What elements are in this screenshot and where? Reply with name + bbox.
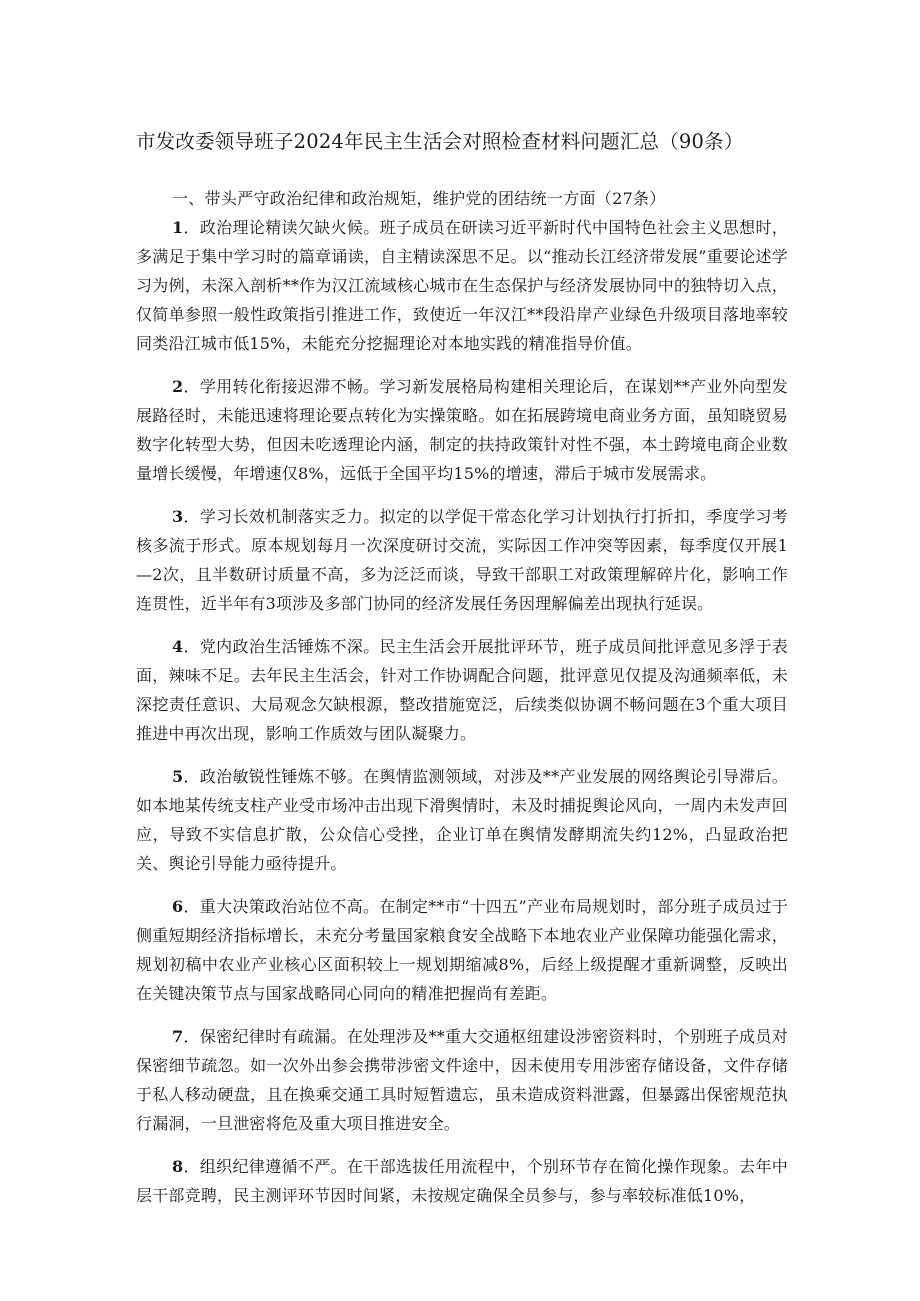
paragraph-item-7 [136, 1022, 788, 1138]
item-text: ．党内政治生活锤炼不深。民主生活会开展批评环节，班子成员间批评意见多浮于表面，辣味不足。去年民主生活会，针对工作协调配合问题，批评意见仅提及沟通频率低，未深挖责任意识、大局观念欠缺根源，整改措施宽泛，后续类似协调不畅问题在3个重大项目推进中再次出现，影响工作质效与团队凝聚力。 [136, 637, 788, 743]
paragraph-item-8 [136, 1152, 788, 1210]
item-text: ．学习长效机制落实乏力。拟定的以学促干常态化学习计划执行打折扣，季度学习考核多流于形式。原本规划每月一次深度研讨交流，实际因工作冲突等因素，每季度仅开展1—2次，且半数研讨质量不高，多为泛泛而谈，导致干部职工对政策理解碎片化，影响工作连贯性，近半年有3项涉及多部门协同的经济发展任务因理解偏差出现执行延误。 [136, 507, 788, 613]
paragraph-item-2 [136, 372, 788, 488]
paragraph-item-5 [136, 762, 788, 878]
paragraph-item-4 [136, 632, 788, 748]
item-number: 8 [172, 1157, 184, 1176]
item-text: ．政治理论精读欠缺火候。班子成员在研读习近平新时代中国特色社会主义思想时，多满足于集中学习时的篇章诵读，自主精读深思不足。以“推动长江经济带发展”重要论述学习为例，未深入剖析**作为汉江流域核心城市在生态保护与经济发展协同中的独特切入点，仅简单参照一般性政策指引推进工作，致使近一年汉江**段沿岸产业绿色升级项目落地率较同类沿江城市低15%，未能充分挖掘理论对本地实践的精准指导价值。 [136, 218, 788, 353]
item-text: ．重大决策政治站位不高。在制定**市“十四五”产业布局规划时，部分班子成员过于侧重短期经济指标增长，未充分考量国家粮食安全战略下本地农业产业保障功能强化需求，规划初稿中农业产业核心区面积较上一规划期缩减8%，后经上级提醒才重新调整，反映出在关键决策节点与国家战略同心同向的精准把握尚有差距。 [136, 897, 788, 1003]
item-text: ．学用转化衔接迟滞不畅。学习新发展格局构建相关理论后，在谋划**产业外向型发展路径时，未能迅速将理论要点转化为实操策略。如在拓展跨境电商业务方面，虽知晓贸易数字化转型大势，但因未吃透理论内涵，制定的扶持政策针对性不强，本土跨境电商企业数量增长缓慢，年增速仅8%，远低于全国平均15%的增速，滞后于城市发展需求。 [136, 377, 788, 483]
document-title: 市发改委领导班子2024年民主生活会对照检查材料问题汇总（90条） [136, 130, 744, 153]
paragraph-item-1 [136, 213, 788, 358]
paragraph-item-6 [136, 892, 788, 1008]
item-number: 5 [172, 767, 184, 786]
item-number: 1 [172, 218, 184, 237]
item-number: 6 [172, 897, 184, 916]
item-number: 3 [172, 507, 184, 526]
item-number: 2 [172, 377, 184, 396]
item-text: ．保密纪律时有疏漏。在处理涉及**重大交通枢纽建设涉密资料时，个别班子成员对保密细节疏忽。如一次外出参会携带涉密文件途中，因未使用专用涉密存储设备，文件存储于私人移动硬盘，且在换乘交通工具时短暂遗忘，虽未造成资料泄露，但暴露出保密规范执行漏洞，一旦泄密将危及重大项目推进安全。 [136, 1027, 788, 1133]
item-text: ．政治敏锐性锤炼不够。在舆情监测领域，对涉及**产业发展的网络舆论引导滞后。如本地某传统支柱产业受市场冲击出现下滑舆情时，未及时捕捉舆论风向，一周内未发声回应，导致不实信息扩散，公众信心受挫，企业订单在舆情发酵期流失约12%，凸显政治把关、舆论引导能力亟待提升。 [136, 767, 788, 873]
paragraph-item-3 [136, 502, 788, 618]
section-heading: 一、带头严守政治纪律和政治规矩，维护党的团结统一方面（27条） [172, 189, 666, 208]
item-text: ．组织纪律遵循不严。在干部选拔任用流程中，个别环节存在简化操作现象。去年中层干部竞聘，民主测评环节因时间紧，未按规定确保全员参与，参与率较标准低10%， [136, 1157, 788, 1205]
item-number: 7 [172, 1027, 184, 1046]
item-number: 4 [172, 637, 184, 656]
